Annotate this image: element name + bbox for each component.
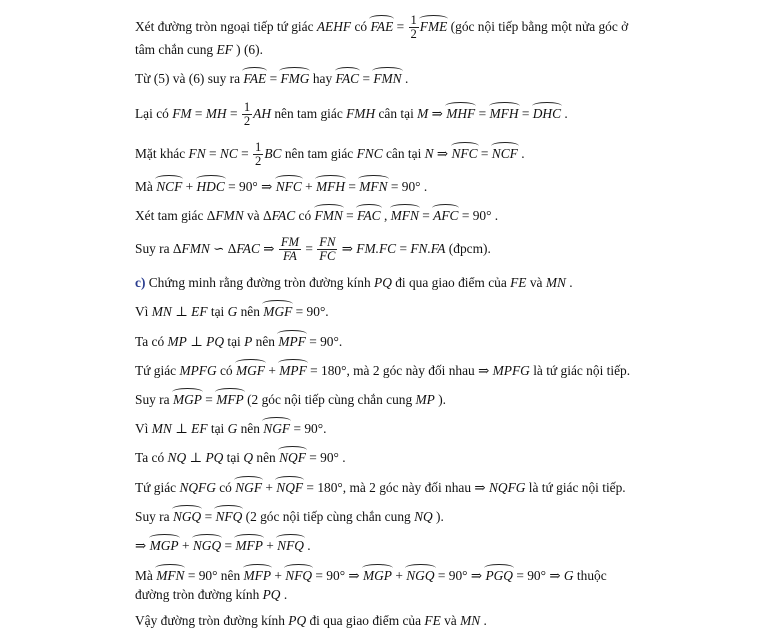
angle: MGF: [235, 363, 265, 378]
fraction: [242, 101, 252, 128]
text-run: và: [526, 275, 546, 290]
angle: NCF: [491, 145, 518, 161]
fraction: [279, 236, 301, 263]
text-line: [135, 422, 326, 437]
angle: FAE: [370, 18, 394, 34]
angle: NGQ: [192, 538, 222, 553]
text-run: Tứ giác: [135, 363, 180, 378]
angle: FAC: [335, 71, 360, 86]
math-var: NQ: [167, 450, 187, 465]
text-run: (đpcm).: [445, 240, 491, 256]
angle: HDC: [196, 179, 225, 194]
text-run: =: [345, 179, 360, 194]
math-var: MN: [151, 421, 172, 436]
fraction-denominator: 2: [255, 154, 262, 169]
text-run: có: [295, 208, 315, 223]
angle: NGF: [235, 480, 263, 495]
text-line: [135, 393, 446, 408]
math-var: FMN: [181, 240, 210, 256]
text-run: Suy ra Δ: [135, 240, 182, 256]
text-run: = 90° ⇒: [434, 568, 486, 583]
text-run: ⊥: [171, 304, 192, 319]
text-run: =: [342, 208, 358, 223]
text-run: ⇒: [135, 538, 150, 553]
text-run: Xét tam giác Δ: [135, 208, 216, 223]
text-run: =: [266, 71, 281, 86]
text-run: (góc nội tiếp bằng một nửa góc ở: [447, 18, 629, 34]
math-var: G: [563, 568, 574, 583]
text-run: ⊥: [186, 450, 206, 465]
text-run: nên: [252, 334, 279, 349]
math-var: G: [227, 421, 238, 436]
text-line: [135, 209, 498, 224]
text-run: .: [565, 275, 573, 290]
angle: FMN: [314, 208, 343, 223]
text-run: (2 góc nội tiếp cùng chắn cung: [243, 392, 416, 407]
text-run: .: [280, 587, 288, 602]
text-run: Tứ giác: [135, 480, 180, 495]
text-run: = 90° ⇒: [312, 568, 363, 583]
text-run: ⇒: [428, 105, 447, 121]
math-var: FN.FA: [410, 240, 446, 256]
text-run: tại: [207, 304, 228, 319]
math-var: FAC: [236, 240, 260, 256]
math-var: P: [244, 334, 253, 349]
angle: FAC: [357, 208, 381, 223]
text-run: =: [518, 105, 533, 121]
fraction: [317, 236, 337, 263]
text-run: =: [359, 71, 374, 86]
math-var: MPFG: [492, 363, 530, 378]
text-run: Suy ra: [135, 392, 173, 407]
angle: MHF: [446, 105, 476, 121]
text-run: ).: [434, 392, 447, 407]
angle: NFC: [275, 179, 302, 194]
text-run: tại: [207, 421, 228, 436]
text-line: [135, 588, 287, 603]
text-line: [135, 451, 346, 466]
text-run: Ta có: [135, 450, 168, 465]
text-run: Từ (5) và (6) suy ra: [135, 71, 244, 86]
text-line: [135, 510, 444, 525]
text-run: +: [271, 568, 286, 583]
text-run: là tứ giác nội tiếp.: [525, 480, 626, 495]
text-line: [135, 72, 408, 87]
text-run: Vậy đường tròn đường kính: [135, 613, 289, 628]
text-run: (2 góc nội tiếp cùng chắn cung: [242, 509, 415, 524]
math-var: PQ: [262, 587, 281, 602]
text-run: = 90°.: [292, 304, 329, 319]
text-run: .: [480, 613, 487, 628]
angle: MGP: [172, 392, 202, 407]
text-run: tại: [224, 334, 245, 349]
angle: MFH: [316, 179, 346, 194]
angle: MFN: [390, 208, 419, 223]
text-run: ⊥: [186, 334, 207, 349]
math-var: AH: [253, 105, 272, 121]
fraction: [409, 14, 419, 41]
text-run: nên: [237, 304, 264, 319]
text-line: [135, 481, 626, 496]
text-run: nên tam giác: [271, 105, 347, 121]
text-run: có: [215, 480, 236, 495]
angle: MPF: [278, 334, 306, 349]
text-run: nên tam giác: [281, 145, 357, 161]
text-run: Mà: [135, 179, 157, 194]
fraction-denominator: FC: [319, 249, 336, 264]
math-var: PQ: [205, 450, 224, 465]
text-run: đường tròn đường kính: [135, 587, 263, 602]
text-run: +: [178, 538, 193, 553]
text-run: ⇒: [338, 240, 357, 256]
math-var: FMH: [346, 105, 376, 121]
math-var: BC: [264, 145, 282, 161]
part-label: c): [135, 275, 146, 290]
text-run: = 90° .: [387, 179, 428, 194]
math-var: PQ: [288, 613, 307, 628]
angle: MFP: [235, 538, 263, 553]
math-var: EF: [191, 304, 208, 319]
text-run: +: [182, 179, 197, 194]
angle: MFH: [489, 105, 519, 121]
text-run: tại: [223, 450, 244, 465]
math-var: PQ: [206, 334, 225, 349]
text-run: =: [396, 240, 411, 256]
angle: NFQ: [285, 568, 313, 583]
angle: PGQ: [485, 568, 513, 583]
math-var: MN: [151, 304, 172, 319]
text-run: +: [301, 179, 316, 194]
text-run: ⇒: [259, 240, 278, 256]
text-run: = 180°, mà 2 góc này đối nhau ⇒: [303, 480, 489, 495]
text-run: =: [302, 240, 317, 256]
math-var: MP: [415, 392, 435, 407]
text-run: đi qua giao điểm của: [306, 613, 425, 628]
text-run: đi qua giao điểm của: [391, 275, 511, 290]
angle: NQF: [279, 450, 306, 465]
text-run: cân tại: [382, 145, 425, 161]
angle: FMG: [280, 71, 310, 86]
text-run: = 90°.: [305, 334, 343, 349]
text-run: ∽ Δ: [209, 240, 237, 256]
text-line: [135, 236, 491, 263]
angle: NFQ: [215, 509, 243, 524]
angle: DHC: [532, 105, 562, 121]
text-run: Ta có: [135, 334, 168, 349]
angle: NGF: [263, 421, 291, 436]
text-run: =: [418, 208, 434, 223]
math-var: Q: [243, 450, 254, 465]
text-run: Chứng minh rằng đường tròn đường kính: [145, 275, 375, 290]
text-run: =: [201, 509, 216, 524]
angle: MGF: [263, 304, 293, 319]
text-line: [135, 614, 487, 629]
angle: FME: [419, 18, 448, 34]
angle: NGQ: [172, 509, 202, 524]
text-run: Lại có: [135, 105, 173, 121]
text-line: [135, 14, 628, 41]
text-run: .: [517, 145, 525, 161]
text-run: là tứ giác nội tiếp.: [529, 363, 631, 378]
text-run: =: [205, 145, 220, 161]
text-line: [135, 569, 607, 584]
fraction: [253, 141, 263, 168]
text-run: có: [216, 363, 236, 378]
math-var: EF: [216, 42, 233, 57]
math-var: FM.FC: [356, 240, 397, 256]
fraction-numerator: FM: [280, 235, 300, 249]
angle: NFC: [451, 145, 478, 161]
math-var: NQFG: [488, 480, 526, 495]
math-var: FE: [424, 613, 441, 628]
text-run: nên: [237, 421, 264, 436]
text-run: .: [561, 105, 568, 121]
math-var: MP: [167, 334, 187, 349]
text-run: = 90° nên: [184, 568, 244, 583]
text-line: [135, 539, 311, 554]
text-run: nên: [253, 450, 280, 465]
text-run: và Δ: [243, 208, 272, 223]
fraction-numerator: FN: [319, 235, 336, 249]
text-run: hay: [309, 71, 336, 86]
angle: MFN: [359, 179, 388, 194]
text-line: [135, 180, 427, 195]
text-run: cân tại: [375, 105, 418, 121]
text-run: ,: [380, 208, 391, 223]
text-run: = 90° .: [305, 450, 346, 465]
fraction-numerator: 1: [410, 13, 417, 27]
text-run: ⇒: [433, 145, 452, 161]
text-run: Xét đường tròn ngoại tiếp tứ giác: [135, 18, 317, 34]
fraction-denominator: 2: [243, 114, 251, 129]
math-var: FAC: [271, 208, 296, 223]
fraction-numerator: 1: [243, 100, 251, 114]
angle: NCF: [156, 179, 183, 194]
text-run: và: [440, 613, 461, 628]
text-run: = 180°, mà 2 góc này đối nhau ⇒: [306, 363, 493, 378]
text-line: [135, 141, 525, 168]
text-run: =: [201, 392, 217, 407]
math-var: FMN: [215, 208, 244, 223]
math-var: AEHF: [316, 18, 352, 34]
text-run: Vì: [135, 304, 152, 319]
angle: AFC: [433, 208, 459, 223]
angle: NGQ: [406, 568, 435, 583]
text-run: Mặt khác: [135, 145, 189, 161]
angle: FMN: [373, 71, 402, 86]
math-var: M: [417, 105, 429, 121]
text-run: ⊥: [171, 421, 192, 436]
text-line: [135, 335, 342, 350]
angle: MFP: [216, 392, 244, 407]
text-run: tâm chắn cung: [135, 42, 217, 57]
text-run: =: [221, 538, 236, 553]
angle: MGP: [362, 568, 392, 583]
text-run: =: [226, 105, 241, 121]
text-run: = 90° .: [458, 208, 499, 223]
text-run: = 90° ⇒: [512, 568, 564, 583]
text-run: có: [351, 18, 371, 34]
text-run: =: [475, 105, 490, 121]
text-run: =: [477, 145, 492, 161]
math-var: FNC: [356, 145, 383, 161]
text-run: thuộc: [573, 568, 607, 583]
text-line: [135, 276, 573, 291]
math-var: MPFG: [179, 363, 217, 378]
angle: MFN: [156, 568, 185, 583]
text-run: =: [237, 145, 253, 161]
text-run: Vì: [135, 421, 152, 436]
text-run: +: [262, 480, 277, 495]
text-run: = 90° ⇒: [224, 179, 276, 194]
math-var: MN: [545, 275, 566, 290]
angle: NQF: [276, 480, 304, 495]
text-run: =: [393, 18, 408, 34]
text-run: +: [392, 568, 407, 583]
math-var: MN: [460, 613, 481, 628]
text-run: ).: [432, 509, 444, 524]
angle: NFQ: [277, 538, 304, 553]
text-run: +: [264, 363, 280, 378]
math-var: NC: [219, 145, 238, 161]
text-run: .: [303, 538, 311, 553]
text-run: = 90°.: [290, 421, 327, 436]
fraction-denominator: FA: [283, 249, 297, 264]
text-run: +: [262, 538, 278, 553]
math-var: G: [227, 304, 238, 319]
text-run: Mà: [135, 568, 157, 583]
angle: FAE: [243, 71, 267, 86]
math-var: EF: [191, 421, 208, 436]
math-var: NQ: [414, 509, 433, 524]
angle: MPF: [279, 363, 307, 378]
text-line: [135, 101, 568, 128]
text-run: ) (6).: [232, 42, 263, 57]
angle: MGP: [149, 538, 179, 553]
math-var: FN: [188, 145, 206, 161]
fraction-denominator: 2: [410, 27, 417, 42]
math-var: FM: [172, 105, 192, 121]
math-var: NQFG: [179, 480, 216, 495]
text-line: [135, 43, 263, 58]
math-var: PQ: [374, 275, 392, 290]
text-run: Suy ra: [135, 509, 173, 524]
text-line: [135, 364, 630, 379]
math-var: N: [424, 145, 434, 161]
math-var: MH: [205, 105, 227, 121]
angle: MFP: [243, 568, 272, 583]
math-var: FE: [510, 275, 527, 290]
text-run: .: [401, 71, 409, 86]
fraction-numerator: 1: [255, 140, 262, 154]
text-line: [135, 305, 329, 320]
text-run: =: [191, 105, 206, 121]
